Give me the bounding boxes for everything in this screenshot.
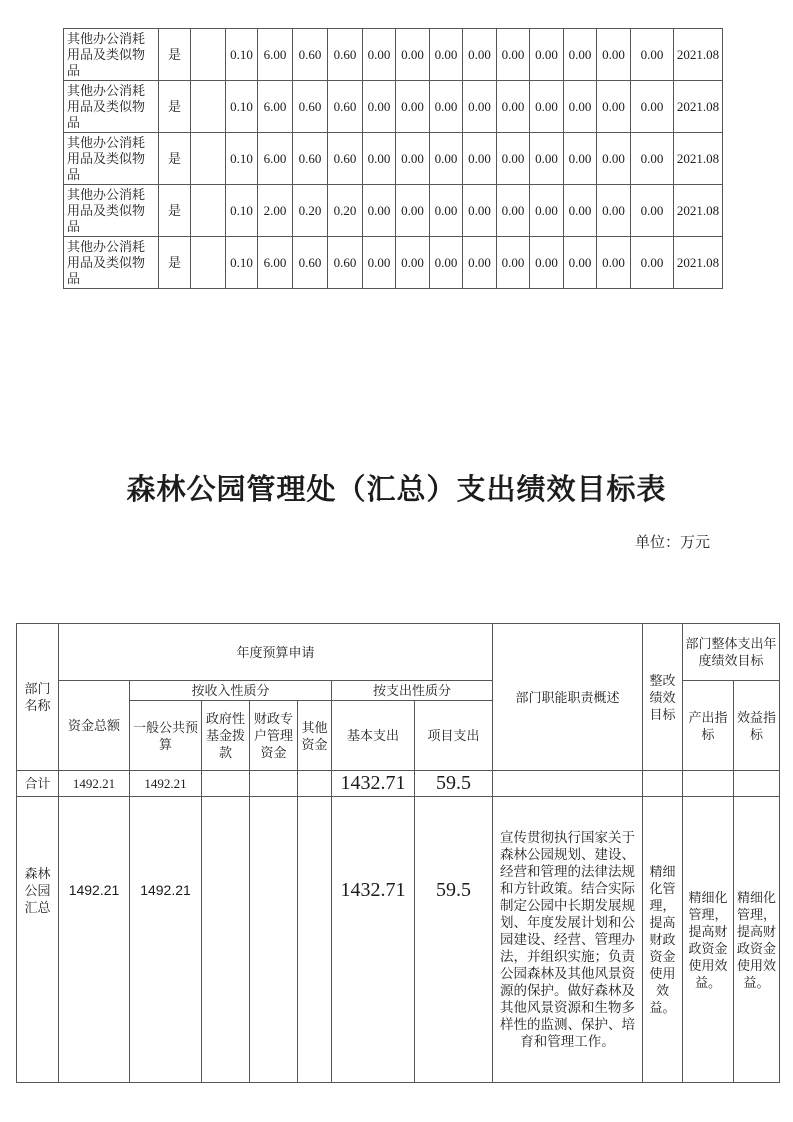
value-cell: 0.10 [226, 29, 258, 81]
header-basic-expenditure: 基本支出 [332, 701, 415, 771]
value-cell: 0.00 [631, 81, 674, 133]
header-by-income: 按收入性质分 [130, 681, 332, 701]
value-cell: 0.00 [363, 133, 396, 185]
value-cell: 0.00 [430, 29, 463, 81]
total-duty-cell [493, 771, 643, 797]
value-cell: 0.00 [396, 133, 430, 185]
date-cell: 2021.08 [674, 133, 723, 185]
value-cell: 0.00 [497, 237, 530, 289]
total-other-funds-value [298, 771, 332, 797]
header-project-expenditure: 项目支出 [415, 701, 493, 771]
value-cell: 0.00 [430, 133, 463, 185]
empty-cell [191, 81, 226, 133]
value-cell: 0.00 [530, 133, 564, 185]
value-cell: 0.00 [530, 29, 564, 81]
total-funds-value: 1492.21 [59, 771, 130, 797]
item-name-cell: 其他办公消耗用品及类似物品 [64, 237, 159, 289]
value-cell: 0.10 [226, 237, 258, 289]
total-rectify-cell [643, 771, 683, 797]
value-cell: 0.00 [430, 237, 463, 289]
value-cell: 0.00 [396, 237, 430, 289]
header-by-expenditure: 按支出性质分 [332, 681, 493, 701]
item-name-cell: 其他办公消耗用品及类似物品 [64, 185, 159, 237]
value-cell: 0.00 [564, 29, 597, 81]
value-cell: 0.60 [328, 29, 363, 81]
value-cell: 0.00 [631, 237, 674, 289]
item-name-cell: 其他办公消耗用品及类似物品 [64, 133, 159, 185]
value-cell: 0.00 [564, 185, 597, 237]
value-cell: 6.00 [258, 133, 293, 185]
value-cell: 0.60 [328, 133, 363, 185]
dept-total-funds-value: 1492.21 [59, 797, 130, 1083]
value-cell: 0.60 [293, 81, 328, 133]
item-name-cell: 其他办公消耗用品及类似物品 [64, 29, 159, 81]
dept-duty-overview-text: 宣传贯彻执行国家关于森林公园规划、建设、经营和管理的法律法规和方针政策。结合实际制定公园中长期发展规划、年度发展计划和公园建设、经营、管理办法，并组织实施；负责公园森林及其他风景资源的保护。做好森林及其他风景资源和生物多样性的监测、保护、培育和管理工作。 [493, 797, 643, 1083]
value-cell: 0.00 [363, 237, 396, 289]
value-cell: 6.00 [258, 81, 293, 133]
dept-benefit-indicator-text: 精细化管理，提高财政资金使用效益。 [734, 797, 780, 1083]
value-cell: 0.00 [530, 185, 564, 237]
total-basic-value: 1432.71 [332, 771, 415, 797]
date-cell: 2021.08 [674, 185, 723, 237]
value-cell: 0.00 [597, 237, 631, 289]
header-benefit-indicator: 效益指标 [734, 681, 780, 771]
header-dept-name: 部门名称 [17, 624, 59, 771]
value-cell: 0.00 [463, 185, 497, 237]
value-cell: 0.00 [363, 81, 396, 133]
value-cell: 0.00 [530, 81, 564, 133]
header-duty-overview: 部门职能职责概述 [493, 624, 643, 771]
total-project-value: 59.5 [415, 771, 493, 797]
value-cell: 2.00 [258, 185, 293, 237]
dept-gov-fund-value [202, 797, 250, 1083]
value-cell: 0.00 [597, 185, 631, 237]
value-cell: 0.10 [226, 133, 258, 185]
value-cell: 0.00 [631, 185, 674, 237]
header-total-funds: 资金总额 [59, 681, 130, 771]
value-cell: 0.00 [497, 185, 530, 237]
value-cell: 0.00 [597, 29, 631, 81]
dept-general-value: 1492.21 [130, 797, 202, 1083]
value-cell: 0.00 [530, 237, 564, 289]
date-cell: 2021.08 [674, 29, 723, 81]
dept-label: 森林公园汇总 [17, 797, 59, 1083]
value-cell: 0.00 [564, 237, 597, 289]
empty-cell [191, 237, 226, 289]
dept-output-indicator-text: 精细化管理，提高财政资金使用效益。 [683, 797, 734, 1083]
empty-cell [191, 185, 226, 237]
total-output-cell [683, 771, 734, 797]
header-output-indicator: 产出指标 [683, 681, 734, 771]
value-cell: 0.60 [293, 133, 328, 185]
item-name-cell: 其他办公消耗用品及类似物品 [64, 81, 159, 133]
value-cell: 0.10 [226, 81, 258, 133]
header-annual-budget: 年度预算申请 [59, 624, 493, 681]
value-cell: 0.00 [363, 185, 396, 237]
value-cell: 0.20 [328, 185, 363, 237]
header-fiscal-special: 财政专户管理资金 [250, 701, 298, 771]
table-row [64, 81, 723, 133]
total-fiscal-special-value [250, 771, 298, 797]
dept-rectify-goal-text: 精细化管理，提高财政资金使用效益。 [643, 797, 683, 1083]
total-benefit-cell [734, 771, 780, 797]
value-cell: 0.00 [463, 133, 497, 185]
total-general-value: 1492.21 [130, 771, 202, 797]
table-row [64, 237, 723, 289]
dept-basic-value: 1432.71 [332, 797, 415, 1083]
flag-cell: 是 [159, 237, 191, 289]
date-cell: 2021.08 [674, 237, 723, 289]
value-cell: 0.00 [497, 81, 530, 133]
flag-cell: 是 [159, 29, 191, 81]
flag-cell: 是 [159, 81, 191, 133]
value-cell: 6.00 [258, 29, 293, 81]
value-cell: 0.00 [363, 29, 396, 81]
total-label: 合计 [17, 771, 59, 797]
dept-other-funds-value [298, 797, 332, 1083]
value-cell: 0.00 [631, 29, 674, 81]
value-cell: 0.60 [293, 237, 328, 289]
dept-project-value: 59.5 [415, 797, 493, 1083]
value-cell: 0.00 [463, 29, 497, 81]
value-cell: 0.00 [396, 81, 430, 133]
value-cell: 0.60 [293, 29, 328, 81]
value-cell: 0.60 [328, 81, 363, 133]
performance-target-table [16, 623, 780, 1083]
header-other-funds: 其他资金 [298, 701, 332, 771]
value-cell: 0.20 [293, 185, 328, 237]
empty-cell [191, 29, 226, 81]
value-cell: 0.00 [430, 81, 463, 133]
total-row [17, 771, 780, 797]
department-row [17, 797, 780, 1083]
value-cell: 0.10 [226, 185, 258, 237]
table-row [64, 185, 723, 237]
value-cell: 0.00 [396, 29, 430, 81]
value-cell: 0.00 [597, 133, 631, 185]
header-row-1 [17, 624, 780, 681]
total-gov-fund-value [202, 771, 250, 797]
value-cell: 0.00 [430, 185, 463, 237]
dept-fiscal-special-value [250, 797, 298, 1083]
flag-cell: 是 [159, 133, 191, 185]
unit-label: 单位：万元 [634, 535, 710, 551]
header-gov-fund: 政府性基金拨款 [202, 701, 250, 771]
flag-cell: 是 [159, 185, 191, 237]
value-cell: 0.00 [497, 29, 530, 81]
date-cell: 2021.08 [674, 81, 723, 133]
table-row [64, 133, 723, 185]
value-cell: 0.00 [497, 133, 530, 185]
value-cell: 0.00 [597, 81, 631, 133]
value-cell: 0.00 [463, 237, 497, 289]
value-cell: 0.60 [328, 237, 363, 289]
value-cell: 0.00 [396, 185, 430, 237]
expense-detail-table [63, 28, 723, 289]
header-overall-goal: 部门整体支出年度绩效目标 [683, 624, 780, 681]
value-cell: 0.00 [631, 133, 674, 185]
value-cell: 6.00 [258, 237, 293, 289]
table-row [64, 29, 723, 81]
value-cell: 0.00 [564, 133, 597, 185]
header-rectify-goal: 整改绩效目标 [643, 624, 683, 771]
value-cell: 0.00 [564, 81, 597, 133]
page-title: 森林公园管理处（汇总）支出绩效目标表 [126, 474, 667, 506]
empty-cell [191, 133, 226, 185]
header-general-public-budget: 一般公共预算 [130, 701, 202, 771]
value-cell: 0.00 [463, 81, 497, 133]
